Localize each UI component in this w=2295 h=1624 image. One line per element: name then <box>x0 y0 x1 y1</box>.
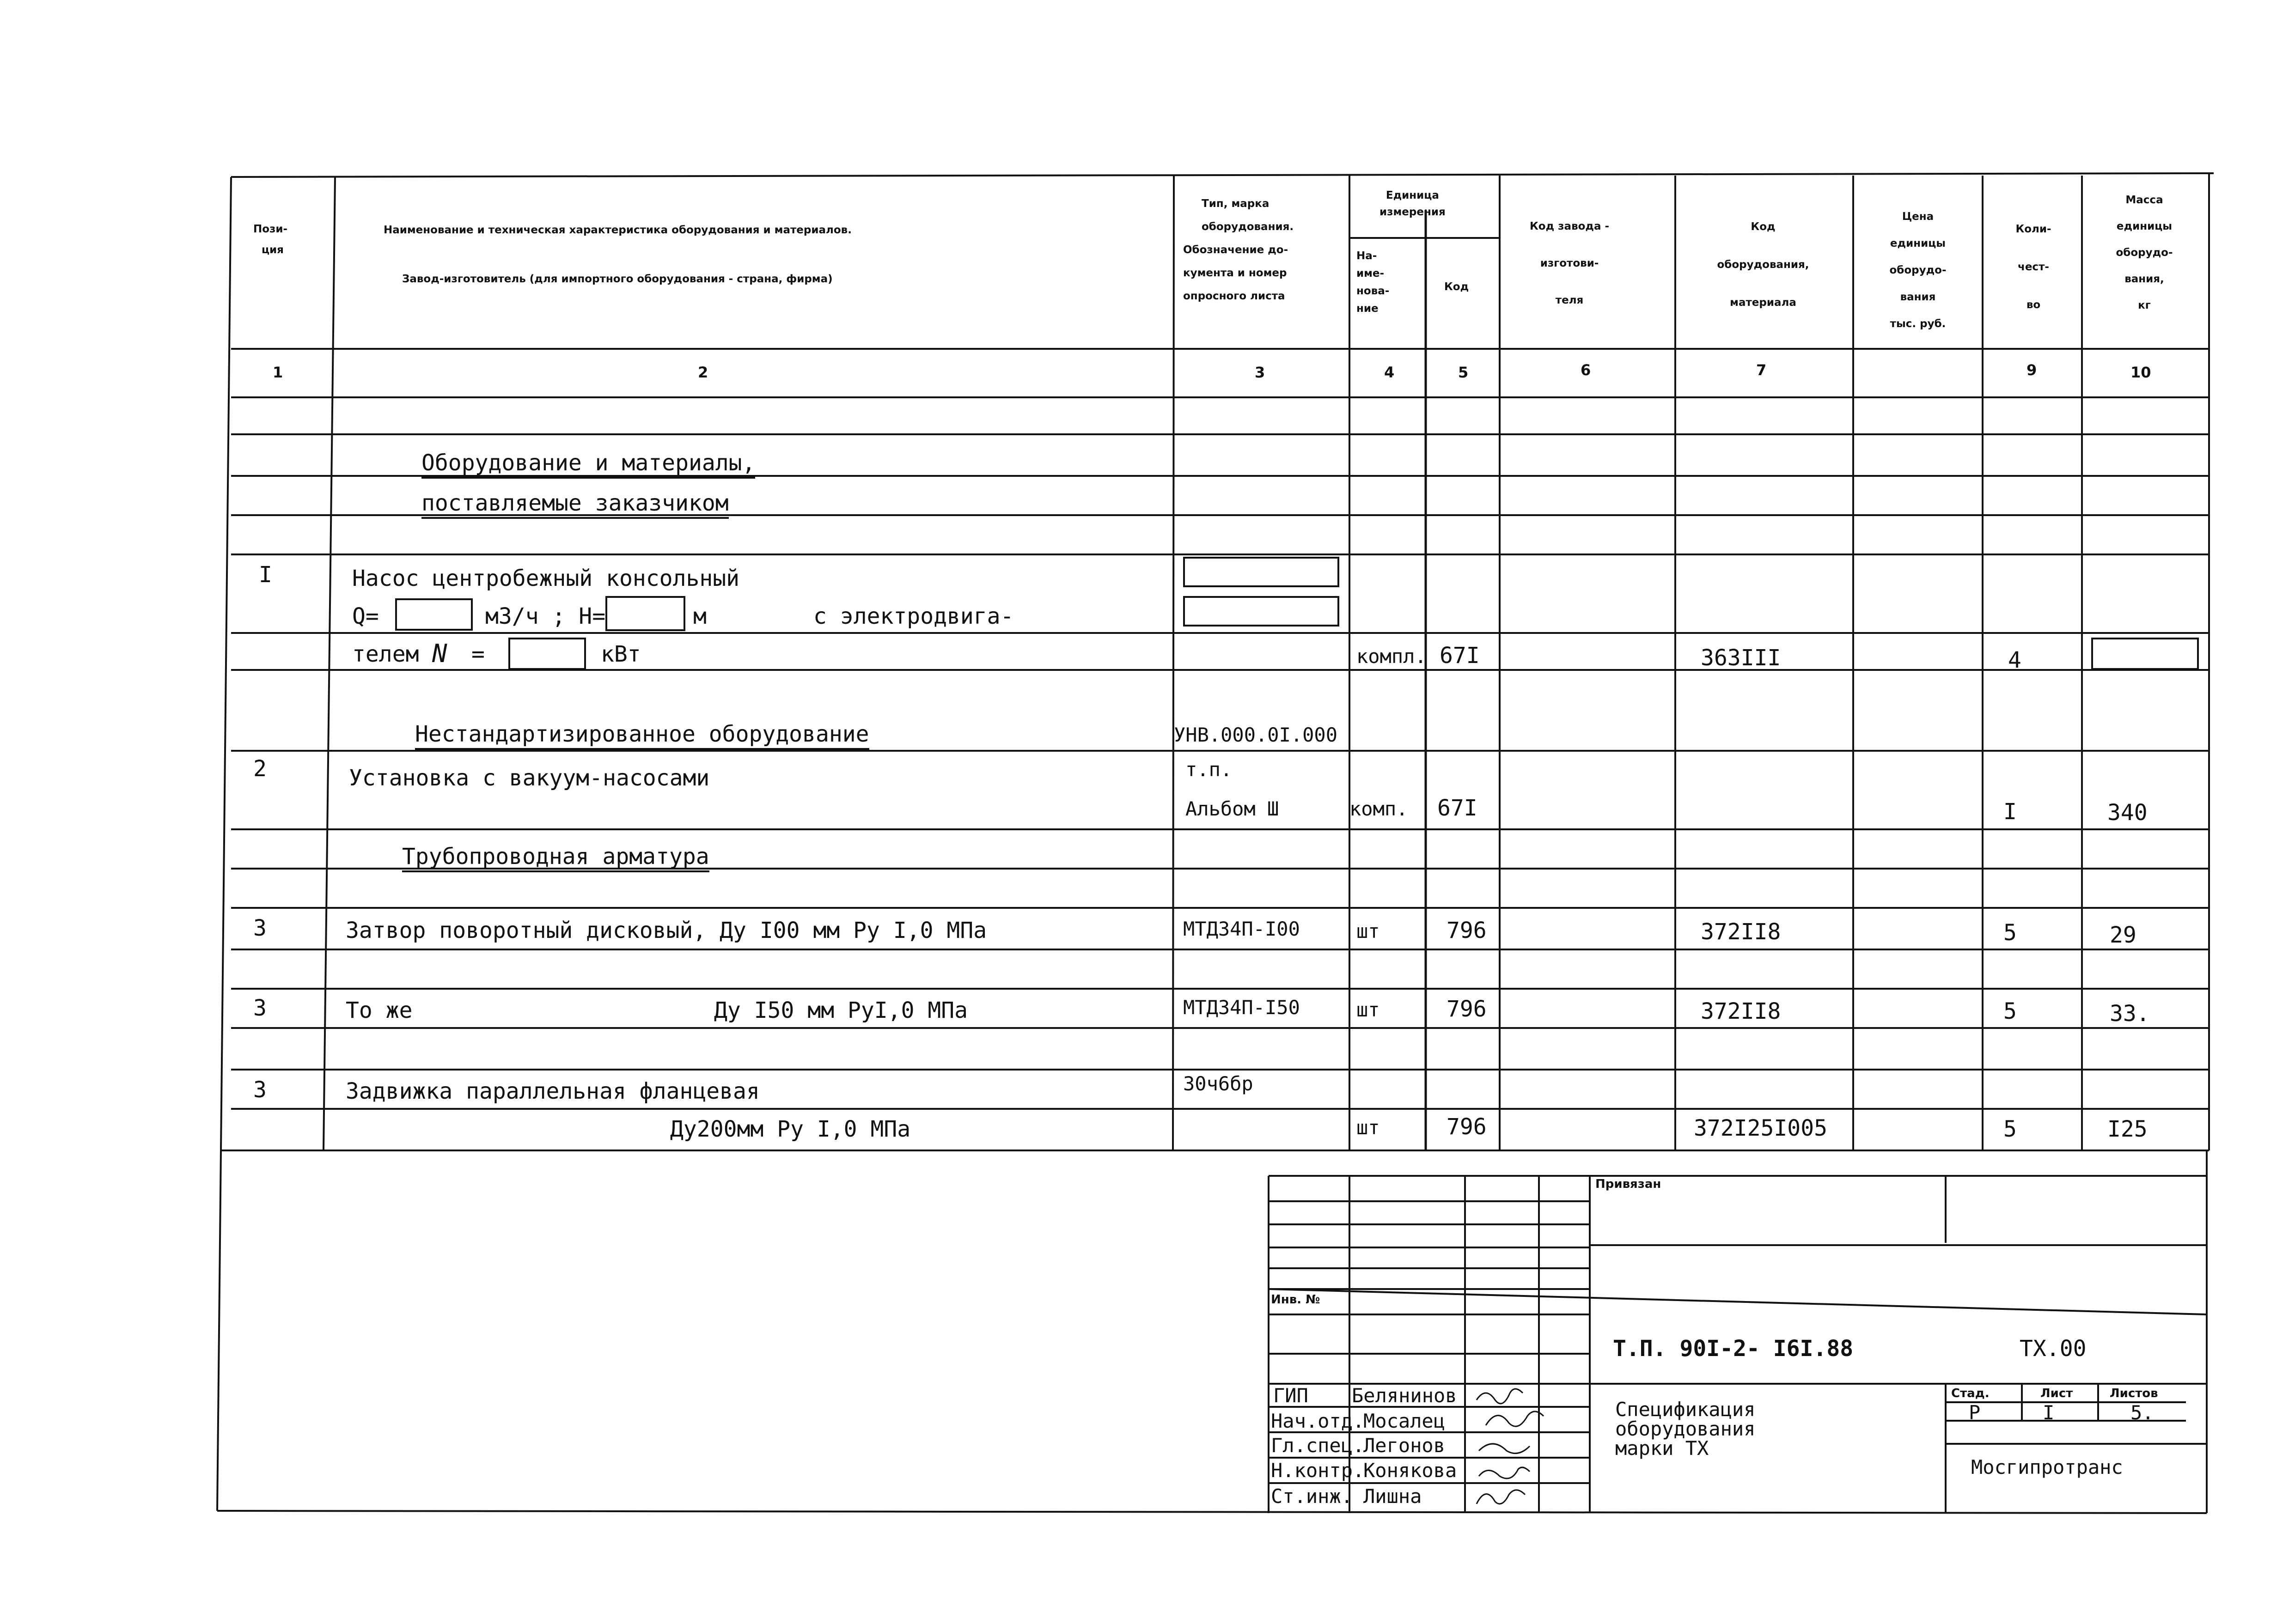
section2-doc: УНВ.000.0I.000 <box>1174 724 1338 746</box>
item1-q-unit: м3/ч ; H= <box>485 603 606 629</box>
item2-qty: I <box>2003 799 2017 825</box>
section-heading-1b: поставляемые заказчиком <box>421 492 729 519</box>
item4-name-b: Ду I50 мм РуI,0 МПа <box>714 998 968 1023</box>
colnum-6: 6 <box>1581 361 1591 379</box>
item5-mass: I25 <box>2107 1116 2148 1142</box>
item4-pos: 3 <box>253 995 267 1021</box>
item5-name: Задвижка параллельная фланцевая <box>346 1078 760 1104</box>
item2-pos: 2 <box>253 756 267 782</box>
item2-unit: комп. <box>1349 797 1408 820</box>
header-col1: Пози- ция <box>253 223 288 256</box>
signer-role-2: Нач.отд. <box>1271 1410 1365 1432</box>
item4-qty: 5 <box>2003 998 2017 1024</box>
stamp-stage: Р <box>1969 1401 1981 1424</box>
item4-type: МТДЗ4П-I50 <box>1183 996 1300 1019</box>
item2-mass: 340 <box>2107 800 2148 826</box>
stamp-doc-code: Т.П. 90I-2- I6I.88 <box>1613 1336 1854 1362</box>
signer-role-1: ГИП <box>1273 1384 1308 1407</box>
item5-pos: 3 <box>253 1077 267 1103</box>
item5-name-b: Ду200мм Ру I,0 МПа <box>670 1116 911 1142</box>
section-heading-1a: Оборудование и материалы, <box>421 452 755 479</box>
stamp-sheet: I <box>2043 1401 2055 1424</box>
colnum-9: 9 <box>2026 361 2037 379</box>
item1-n-label: N <box>432 639 447 668</box>
section-heading-2: Нестандартизированное оборудование <box>415 723 869 750</box>
signer-role-3: Гл.спец. <box>1271 1434 1365 1457</box>
signer-name-2: Мосалец <box>1363 1410 1446 1432</box>
colnum-10: 10 <box>2130 364 2151 381</box>
item1-name: Насос центробежный консольный <box>352 566 740 591</box>
item1-code: 363III <box>1701 645 1781 671</box>
item5-unit: шт <box>1356 1116 1380 1139</box>
item4-mass: 33. <box>2110 1001 2150 1027</box>
header-col5: Код <box>1444 281 1469 293</box>
signer-name-4: Конякова <box>1363 1459 1457 1482</box>
item2-name: Установка с вакуум-насосами <box>349 765 710 791</box>
item2-type-a: т.п. <box>1185 758 1233 781</box>
stamp-sheet-code: ТХ.00 <box>2020 1336 2087 1362</box>
stamp-inv-label: Инв. № <box>1271 1293 1320 1307</box>
signer-role-5: Ст.инж. <box>1271 1485 1353 1508</box>
item3-type: МТДЗ4П-I00 <box>1183 918 1300 940</box>
item1-pos: I <box>259 562 272 588</box>
colnum-2: 2 <box>698 364 708 381</box>
header-col7: Код оборудования, материала <box>1717 221 1809 309</box>
colnum-4: 4 <box>1384 364 1395 381</box>
item3-pos: 3 <box>253 915 267 941</box>
signer-role-4: Н.контр. <box>1271 1459 1365 1482</box>
item1-motor-b: телем <box>352 641 419 667</box>
signer-name-5: Лишна <box>1363 1485 1422 1508</box>
item3-name: Затвор поворотный дисковый, Ду I00 мм Ру I,0 МПа <box>346 918 987 943</box>
item4-unit-code: 796 <box>1447 996 1487 1022</box>
colnum-5: 5 <box>1458 364 1469 381</box>
item1-h-unit: м <box>693 603 707 629</box>
item5-code: 372I25I005 <box>1694 1115 1827 1141</box>
item1-q-blank <box>395 598 473 631</box>
header-col3: Тип, марка оборудования. Обозначение до- кумента и номер опросного листа <box>1183 198 1294 302</box>
item4-code: 372II8 <box>1701 998 1781 1024</box>
header-col4: На- име- нова- ние <box>1356 250 1390 315</box>
item2-unit-code: 67I <box>1437 795 1477 821</box>
item4-unit: шт <box>1356 998 1380 1021</box>
stamp-title: Спецификация оборудования марки ТХ <box>1615 1398 1756 1460</box>
item5-qty: 5 <box>2003 1116 2017 1142</box>
item5-unit-code: 796 <box>1447 1114 1487 1140</box>
item1-n-blank <box>508 638 586 670</box>
header-col10: Масса единицы оборудо- вания, кг <box>2116 194 2173 311</box>
stamp-sheets-label: Листов <box>2110 1387 2158 1400</box>
signer-name-1: Белянинов <box>1352 1384 1457 1407</box>
item1-qty: 4 <box>2008 647 2021 673</box>
signer-name-3: Легонов <box>1363 1434 1446 1457</box>
header-col9: Коли- чест- во <box>2015 223 2051 311</box>
stamp-bound-label: Привязан <box>1595 1177 1661 1191</box>
item4-name: То же <box>346 998 413 1023</box>
stamp-sheets: 5. <box>2130 1401 2154 1424</box>
header-col2-line1: Наименование и техническая характеристика оборудования и материалов. <box>384 224 852 236</box>
item5-type: 30ч6бр <box>1183 1072 1253 1095</box>
header-unit: Единица измерения <box>1379 189 1446 218</box>
item1-unit-code: 67I <box>1440 643 1480 669</box>
item1-mass-blank <box>2091 638 2199 670</box>
section-heading-3: Трубопроводная арматура <box>402 845 709 872</box>
colnum-1: 1 <box>273 364 283 381</box>
item1-type-blank-2 <box>1183 596 1339 626</box>
item1-type-blank-1 <box>1183 557 1339 587</box>
item3-unit: шт <box>1356 920 1380 943</box>
item3-code: 372II8 <box>1701 919 1781 945</box>
item1-motor-a: с электродвига- <box>813 603 1014 629</box>
item1-n-eq: = <box>471 641 485 667</box>
colnum-7: 7 <box>1756 361 1767 379</box>
item1-unit: компл. <box>1356 645 1427 668</box>
item3-qty: 5 <box>2003 920 2017 946</box>
header-col6: Код завода - изготови- теля <box>1530 220 1610 306</box>
stamp-sheet-label: Лист <box>2040 1387 2073 1400</box>
item2-type-b: Альбом Ш <box>1185 797 1279 820</box>
header-col2-line2: Завод-изготовитель (для импортного оборудования - страна, фирма) <box>402 273 833 285</box>
stamp-stage-label: Стад. <box>1951 1387 1990 1400</box>
item3-unit-code: 796 <box>1447 918 1487 943</box>
item1-q-label: Q= <box>352 603 379 629</box>
item1-h-blank <box>605 596 685 631</box>
stamp-org: Мосгипротранс <box>1971 1456 2123 1478</box>
item1-n-unit: кВт <box>601 641 641 667</box>
item3-mass: 29 <box>2110 922 2136 948</box>
colnum-3: 3 <box>1255 364 1265 381</box>
header-col8: Цена единицы оборудо- вания тыс. руб. <box>1889 211 1947 330</box>
